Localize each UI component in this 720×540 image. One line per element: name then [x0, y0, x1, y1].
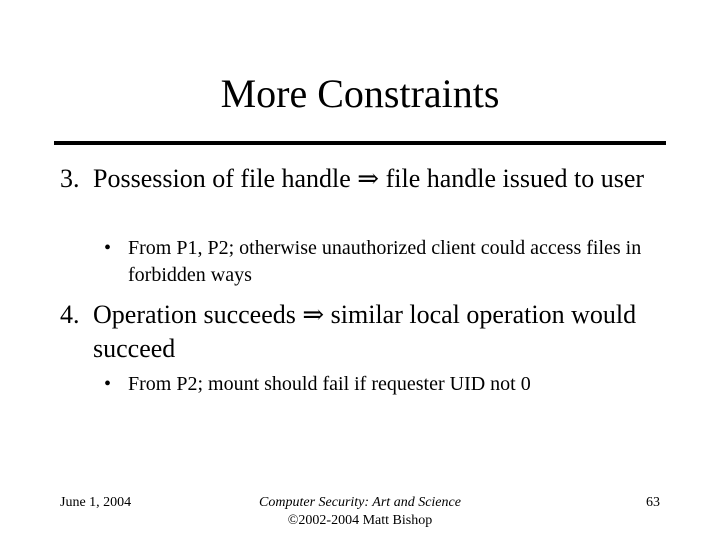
- sub-bullet-3: [104, 235, 664, 289]
- footer-copyright: ©2002-2004 Matt Bishop: [287, 513, 433, 528]
- footer-source: [200, 494, 520, 530]
- bullet-icon: •: [104, 237, 112, 259]
- slide-title: More Constraints: [220, 71, 500, 116]
- item-number: 4.: [60, 300, 80, 329]
- item-number: 3.: [60, 164, 80, 193]
- list-item-4: [60, 298, 660, 366]
- sub-bullet-text: From P2; mount should fail if requester UID not 0: [128, 373, 531, 395]
- item-text: Possession of file handle ⇒ file handle issued to user: [93, 164, 645, 193]
- sub-bullet-4: [104, 371, 664, 398]
- footer-book-title: Computer Security: Art and Science: [259, 495, 461, 510]
- title-underline: [54, 141, 666, 145]
- bullet-icon: •: [104, 373, 112, 395]
- sub-bullet-text: From P1, P2; otherwise unauthorized client could access files in forbidden ways: [128, 237, 642, 286]
- item-text: Operation succeeds ⇒ similar local operation would succeed: [93, 300, 637, 363]
- footer-date: June 1, 2004: [60, 495, 132, 510]
- footer-page-number: 63: [646, 495, 660, 510]
- list-item-3: [60, 162, 660, 196]
